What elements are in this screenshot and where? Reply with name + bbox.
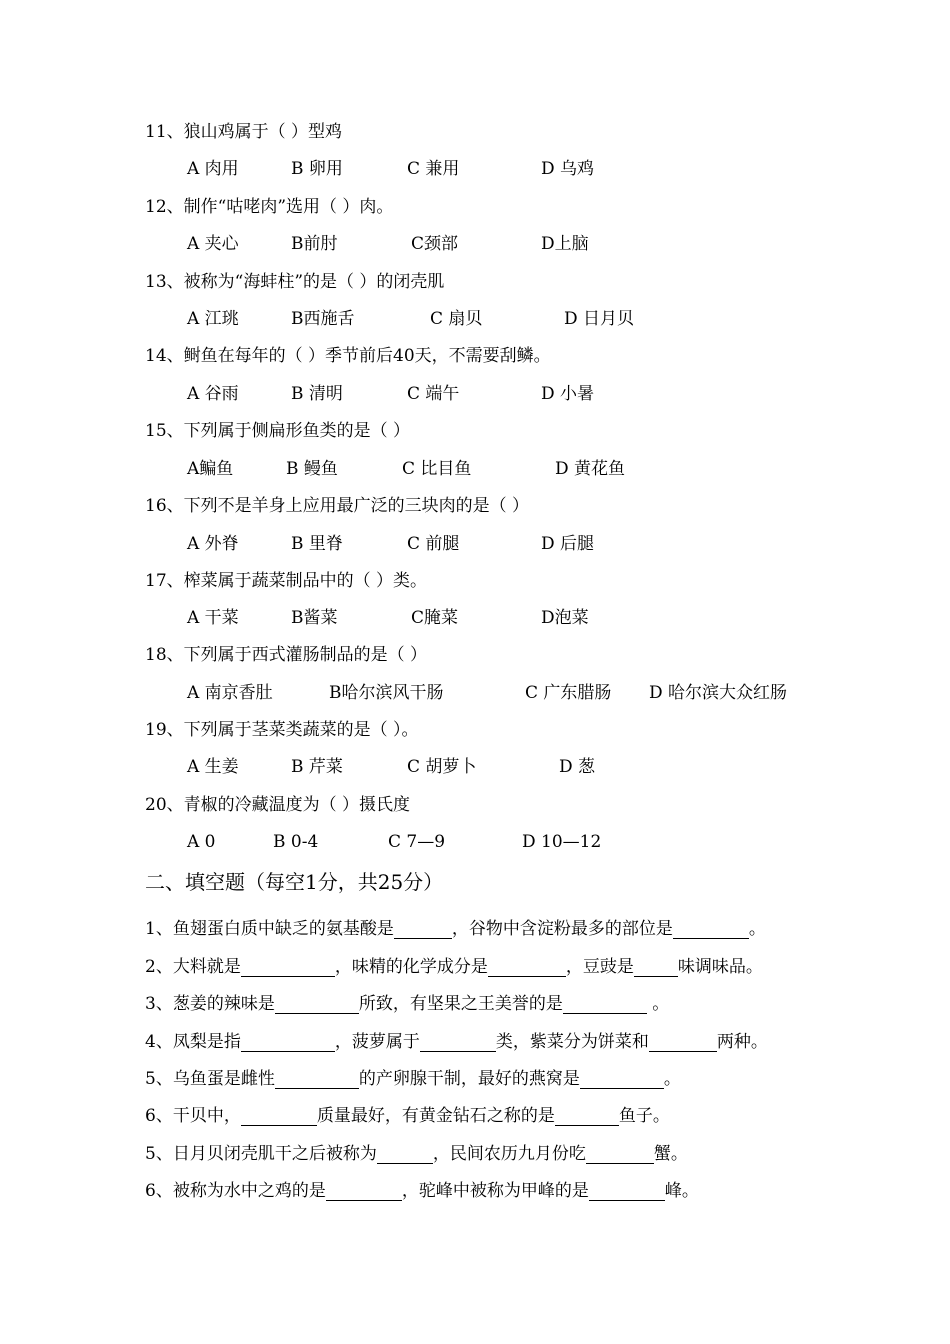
fill-question-6 xyxy=(145,1106,670,1126)
option-b: B西施舌 xyxy=(291,309,355,329)
option-c: C颈部 xyxy=(411,234,459,254)
fill-text: ，豆豉是 xyxy=(565,957,634,977)
fill-text: 2、大料就是 xyxy=(145,957,241,977)
option-d: D 哈尔滨大众红肠 xyxy=(649,683,788,703)
fill-text: 的产卵腺干制，最好的燕窝是 xyxy=(358,1069,580,1089)
question-17: 17、榨菜属于蔬菜制品中的（ ）类。 xyxy=(145,571,428,591)
fill-text: 5、日月贝闭壳肌干之后被称为 xyxy=(145,1144,377,1164)
fill-text: 鱼子。 xyxy=(618,1106,670,1126)
option-b: B前肘 xyxy=(291,234,338,254)
question-12: 12、制作“咕咾肉”选用（ ）肉。 xyxy=(145,197,394,217)
option-c: C 扇贝 xyxy=(430,309,483,329)
fill-text: 类，紫菜分为饼菜和 xyxy=(495,1032,649,1052)
section-title: 二、填空题（每空1分，共25分） xyxy=(145,870,444,894)
fill-question-4 xyxy=(145,1032,768,1052)
fill-text: ，民间农历九月份吃 xyxy=(432,1144,586,1164)
answer-blank[interactable] xyxy=(275,995,359,1014)
option-d: D 后腿 xyxy=(541,534,595,554)
question-13-options xyxy=(187,309,927,329)
option-d: D 日月贝 xyxy=(564,309,635,329)
fill-text: 。 xyxy=(748,919,766,939)
option-a: A 南京香肚 xyxy=(187,683,273,703)
question-14: 14、鲥鱼在每年的（ ）季节前后40天，不需要刮鳞。 xyxy=(145,346,551,366)
fill-text: 所致，有坚果之王美誉的是 xyxy=(358,994,563,1014)
question-18-options xyxy=(187,683,927,703)
question-11-options xyxy=(187,159,927,179)
answer-blank[interactable] xyxy=(649,1033,717,1052)
option-b: B 鳗鱼 xyxy=(286,459,338,479)
answer-blank[interactable] xyxy=(241,1033,335,1052)
option-a: A鳊鱼 xyxy=(187,459,234,479)
option-c: C 比目鱼 xyxy=(402,459,472,479)
option-d: D 小暑 xyxy=(541,384,595,404)
fill-text: ，菠萝属于 xyxy=(334,1032,420,1052)
question-15: 15、下列属于侧扁形鱼类的是（ ） xyxy=(145,421,411,441)
fill-question-1 xyxy=(145,919,766,939)
question-14-options xyxy=(187,384,927,404)
question-12-options xyxy=(187,234,927,254)
fill-text: 峰。 xyxy=(664,1181,699,1201)
option-a: A 谷雨 xyxy=(187,384,239,404)
question-19: 19、下列属于茎菜类蔬菜的是（ ）。 xyxy=(145,720,419,740)
fill-text: 1、鱼翅蛋白质中缺乏的氨基酸是 xyxy=(145,919,394,939)
fill-text: 6、干贝中， xyxy=(145,1106,241,1126)
question-19-options xyxy=(187,757,927,777)
fill-text: 。 xyxy=(663,1069,681,1089)
option-a: A 夹心 xyxy=(187,234,239,254)
question-16-options xyxy=(187,534,927,554)
answer-blank[interactable] xyxy=(586,1145,654,1164)
option-b: B 清明 xyxy=(291,384,343,404)
question-17-options xyxy=(187,608,927,628)
option-a: A 外脊 xyxy=(187,534,239,554)
option-c: C 广东腊肠 xyxy=(525,683,612,703)
fill-question-7 xyxy=(145,1144,688,1164)
fill-text: 5、乌鱼蛋是雌性 xyxy=(145,1069,275,1089)
fill-question-8 xyxy=(145,1181,699,1201)
answer-blank[interactable] xyxy=(589,1182,665,1201)
fill-question-5 xyxy=(145,1069,681,1089)
option-d: D上脑 xyxy=(541,234,589,254)
option-c: C 端午 xyxy=(407,384,460,404)
option-b: B 0-4 xyxy=(273,832,319,852)
option-d: D 葱 xyxy=(559,757,596,777)
fill-text: 4、凤梨是指 xyxy=(145,1032,241,1052)
option-b: B 芹菜 xyxy=(291,757,343,777)
question-18: 18、下列属于西式灌肠制品的是（ ） xyxy=(145,645,428,665)
option-b: B酱菜 xyxy=(291,608,338,628)
option-a: A 江珧 xyxy=(187,309,239,329)
fill-text: 蟹。 xyxy=(653,1144,688,1164)
answer-blank[interactable] xyxy=(394,920,452,939)
question-11: 11、狼山鸡属于（ ）型鸡 xyxy=(145,122,343,142)
answer-blank[interactable] xyxy=(634,958,678,977)
option-d: D 10—12 xyxy=(522,832,602,852)
option-b: B哈尔滨风干肠 xyxy=(329,683,444,703)
option-d: D泡菜 xyxy=(541,608,589,628)
fill-text: ，味精的化学成分是 xyxy=(334,957,488,977)
fill-text: 。 xyxy=(646,994,670,1014)
answer-blank[interactable] xyxy=(488,958,566,977)
option-a: A 生姜 xyxy=(187,757,239,777)
option-d: D 黄花鱼 xyxy=(555,459,626,479)
answer-blank[interactable] xyxy=(420,1033,496,1052)
fill-text: 3、葱姜的辣味是 xyxy=(145,994,275,1014)
answer-blank[interactable] xyxy=(326,1182,402,1201)
option-c: C腌菜 xyxy=(411,608,459,628)
answer-blank[interactable] xyxy=(673,920,749,939)
option-a: A 干菜 xyxy=(187,608,239,628)
fill-text: 6、被称为水中之鸡的是 xyxy=(145,1181,326,1201)
answer-blank[interactable] xyxy=(241,958,335,977)
option-c: C 兼用 xyxy=(407,159,460,179)
option-c: C 7—9 xyxy=(388,832,446,852)
answer-blank[interactable] xyxy=(241,1107,317,1126)
fill-text: 两种。 xyxy=(716,1032,768,1052)
option-a: A 0 xyxy=(187,832,216,852)
question-20-options xyxy=(187,832,927,852)
option-a: A 肉用 xyxy=(187,159,239,179)
question-16: 16、下列不是羊身上应用最广泛的三块肉的是（ ） xyxy=(145,496,530,516)
answer-blank[interactable] xyxy=(377,1145,433,1164)
fill-question-2 xyxy=(145,957,763,977)
answer-blank[interactable] xyxy=(275,1070,359,1089)
option-d: D 乌鸡 xyxy=(541,159,595,179)
option-b: B 里脊 xyxy=(291,534,343,554)
fill-text: ，谷物中含淀粉最多的部位是 xyxy=(451,919,673,939)
option-c: C 前腿 xyxy=(407,534,460,554)
fill-question-3 xyxy=(145,994,669,1014)
fill-text: 味调味品。 xyxy=(677,957,763,977)
question-13: 13、被称为“海蚌柱”的是（ ）的闭壳肌 xyxy=(145,272,445,292)
answer-blank[interactable] xyxy=(555,1107,619,1126)
question-20: 20、青椒的冷藏温度为（ ）摄氏度 xyxy=(145,795,411,815)
question-15-options xyxy=(187,459,927,479)
answer-blank[interactable] xyxy=(580,1070,664,1089)
fill-text: ，驼峰中被称为甲峰的是 xyxy=(401,1181,589,1201)
answer-blank[interactable] xyxy=(563,995,647,1014)
option-c: C 胡萝卜 xyxy=(407,757,477,777)
option-b: B 卵用 xyxy=(291,159,343,179)
fill-text: 质量最好，有黄金钻石之称的是 xyxy=(316,1106,555,1126)
